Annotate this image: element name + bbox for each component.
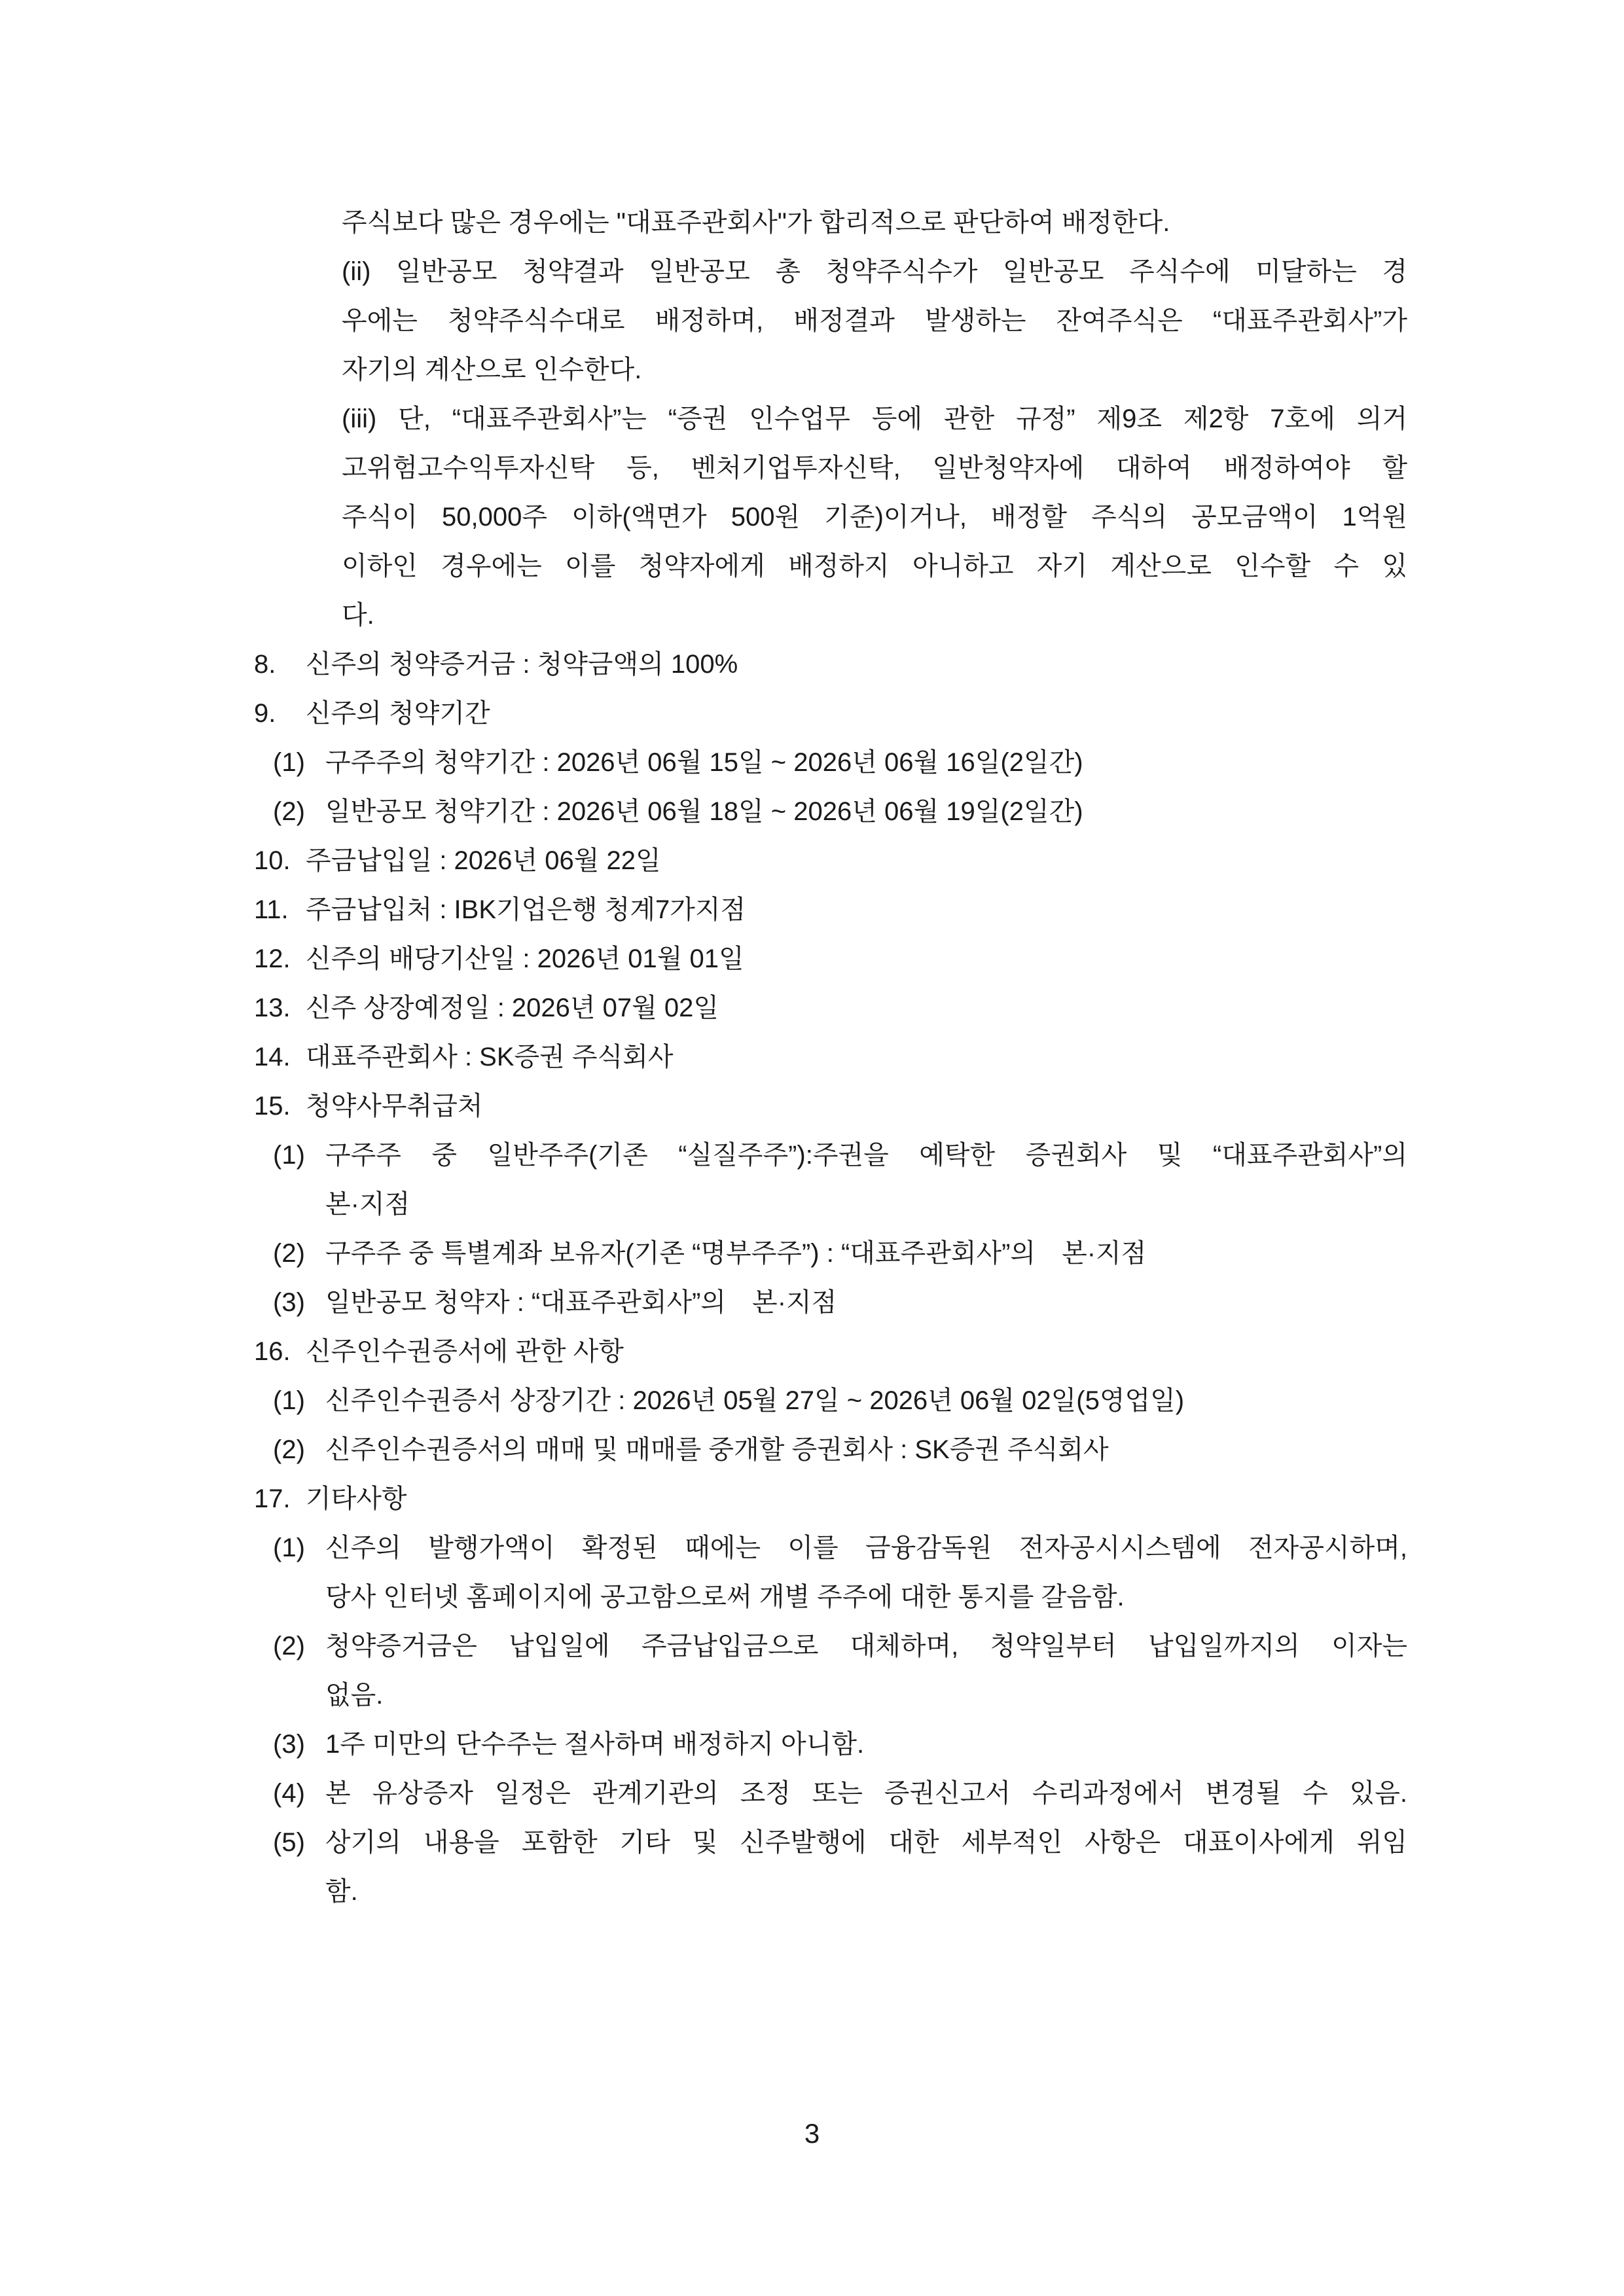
- item-content: [325, 1229, 1407, 1278]
- text-line: (ii) 일반공모 청약결과 일반공모 총 청약주식수가 일반공모 주식수에 미달하는 경: [342, 257, 1407, 286]
- list-item: [254, 1475, 1407, 1524]
- text-line: 주금납입일 : 2026년 06월 22일: [306, 846, 661, 875]
- item-content: [306, 1082, 1407, 1131]
- text-line: 일반공모 청약자 : “대표주관회사”의 본·지점: [325, 1288, 837, 1317]
- paragraph: [342, 395, 1407, 640]
- text-line: 구주주의 청약기간 : 2026년 06월 15일 ~ 2026년 06월 16일(2일간): [325, 748, 1083, 777]
- text-line: 청약사무취급처: [306, 1092, 483, 1121]
- list-item: [254, 1033, 1407, 1082]
- item-content: [325, 1376, 1407, 1426]
- text-line: 이하인 경우에는 이를 청약자에게 배정하지 아니하고 자기 계산으로 인수할 수 있: [342, 552, 1407, 581]
- text-line: 당사 인터넷 홈페이지에 공고함으로써 개별 주주에 대한 통지를 갈음함.: [325, 1583, 1125, 1611]
- text-line: 신주인수권증서의 매매 및 매매를 중개할 증권회사 : SK증권 주식회사: [325, 1435, 1109, 1464]
- item-marker: 14.: [254, 1043, 291, 1071]
- item-content: [325, 738, 1407, 787]
- text-line: 대표주관회사 : SK증권 주식회사: [306, 1043, 674, 1071]
- text-line: 주식이 50,000주 이하(액면가 500원 기준)이거나, 배정할 주식의 공모금액이 1억원: [342, 503, 1407, 531]
- item-content: [325, 1720, 1407, 1769]
- sub-list-item: [273, 1769, 1407, 1818]
- item-marker: 9.: [254, 699, 276, 728]
- sub-list-item: [273, 1229, 1407, 1278]
- text-line: (iii) 단, “대표주관회사”는 “증권 인수업무 등에 관한 규정” 제9조 제2항 7호에 의거: [342, 404, 1407, 433]
- sub-list-item: [273, 1131, 1407, 1229]
- text-line: 구주주 중 일반주주(기존 “실질주주”):주권을 예탁한 증권회사 및 “대표주관회사”의: [325, 1141, 1407, 1170]
- text-line: 고위험고수익투자신탁 등, 벤처기업투자신탁, 일반청약자에 대하여 배정하여야 할: [342, 454, 1407, 482]
- text-line: 우에는 청약주식수대로 배정하며, 배정결과 발생하는 잔여주식은 “대표주관회사”가: [342, 306, 1407, 335]
- text-line: 신주의 청약증거금 : 청약금액의 100%: [306, 650, 738, 679]
- text-line: 다.: [342, 601, 374, 630]
- sub-list-item: [273, 738, 1407, 787]
- item-content: [306, 935, 1407, 984]
- list-item: [254, 984, 1407, 1033]
- item-content: [325, 1622, 1407, 1720]
- item-content: [306, 836, 1407, 886]
- page-footer: [0, 2109, 1624, 2158]
- text-line: 신주 상장예정일 : 2026년 07월 02일: [306, 994, 719, 1022]
- page-number: 3: [804, 2118, 820, 2149]
- list-item: [254, 689, 1407, 738]
- item-content: [306, 1475, 1407, 1524]
- text-line: 신주의 청약기간: [306, 699, 490, 728]
- item-marker: 10.: [254, 846, 291, 875]
- item-marker: (2): [273, 1239, 305, 1268]
- item-content: [325, 1278, 1407, 1327]
- item-marker: 13.: [254, 994, 291, 1022]
- item-marker: (2): [273, 1632, 305, 1660]
- item-marker: (5): [273, 1828, 305, 1857]
- document-body: [0, 198, 1407, 1916]
- item-marker: (1): [273, 1534, 305, 1562]
- list-item: [254, 640, 1407, 689]
- item-content: [325, 787, 1407, 836]
- text-line: 신주의 배당기산일 : 2026년 01월 01일: [306, 944, 744, 973]
- list-item: [254, 836, 1407, 886]
- item-marker: 17.: [254, 1484, 291, 1513]
- item-content: [325, 1131, 1407, 1229]
- text-line: 본 유상증자 일정은 관계기관의 조정 또는 증권신고서 수리과정에서 변경될 수 있음.: [325, 1779, 1407, 1808]
- list-item: [254, 1082, 1407, 1131]
- item-content: [325, 1769, 1407, 1818]
- item-marker: (2): [273, 797, 305, 826]
- list-item: [254, 1327, 1407, 1376]
- item-content: [306, 640, 1407, 689]
- item-marker: 11.: [254, 895, 289, 924]
- sub-list-item: [273, 1818, 1407, 1916]
- text-line: 상기의 내용을 포함한 기타 및 신주발행에 대한 세부적인 사항은 대표이사에게 위임: [325, 1828, 1407, 1857]
- text-line: 본·지점: [325, 1190, 410, 1219]
- item-marker: (2): [273, 1435, 305, 1464]
- paragraph: [342, 247, 1407, 395]
- text-line: 1주 미만의 단수주는 절사하며 배정하지 아니함.: [325, 1730, 865, 1759]
- text-line: 함.: [325, 1877, 358, 1906]
- item-marker: 15.: [254, 1092, 291, 1121]
- item-content: [325, 1818, 1407, 1916]
- sub-list-item: [273, 1278, 1407, 1327]
- item-marker: (1): [273, 748, 305, 777]
- item-marker: 16.: [254, 1337, 291, 1366]
- text-line: 없음.: [325, 1681, 384, 1710]
- text-line: 주금납입처 : IBK기업은행 청계7가지점: [306, 895, 746, 924]
- item-content: [306, 886, 1407, 935]
- item-content: [306, 1033, 1407, 1082]
- text-line: 주식보다 많은 경우에는 "대표주관회사"가 합리적으로 판단하여 배정한다.: [342, 208, 1170, 237]
- item-marker: 12.: [254, 944, 291, 973]
- text-line: 구주주 중 특별계좌 보유자(기존 “명부주주”) : “대표주관회사”의 본·지점: [325, 1239, 1147, 1268]
- text-line: 자기의 계산으로 인수한다.: [342, 355, 642, 384]
- text-line: 신주인수권증서 상장기간 : 2026년 05월 27일 ~ 2026년 06월 02일(5영업일): [325, 1386, 1185, 1415]
- sub-list-item: [273, 1622, 1407, 1720]
- item-marker: (3): [273, 1730, 305, 1759]
- text-line: 신주인수권증서에 관한 사항: [306, 1337, 624, 1366]
- sub-list-item: [273, 1376, 1407, 1426]
- paragraph: [342, 198, 1407, 247]
- list-item: [254, 886, 1407, 935]
- list-item: [254, 935, 1407, 984]
- sub-list-item: [273, 1426, 1407, 1475]
- item-marker: 8.: [254, 650, 276, 679]
- item-content: [306, 1327, 1407, 1376]
- item-content: [325, 1426, 1407, 1475]
- item-marker: (1): [273, 1141, 305, 1170]
- item-marker: (3): [273, 1288, 305, 1317]
- item-marker: (4): [273, 1779, 305, 1808]
- item-content: [325, 1524, 1407, 1622]
- text-line: 일반공모 청약기간 : 2026년 06월 18일 ~ 2026년 06월 19일(2일간): [325, 797, 1083, 826]
- item-marker: (1): [273, 1386, 305, 1415]
- item-content: [306, 984, 1407, 1033]
- item-content: [306, 689, 1407, 738]
- text-line: 청약증거금은 납입일에 주금납입금으로 대체하며, 청약일부터 납입일까지의 이자는: [325, 1632, 1407, 1660]
- sub-list-item: [273, 787, 1407, 836]
- sub-list-item: [273, 1524, 1407, 1622]
- text-line: 기타사항: [306, 1484, 407, 1513]
- sub-list-item: [273, 1720, 1407, 1769]
- text-line: 신주의 발행가액이 확정된 때에는 이를 금융감독원 전자공시시스템에 전자공시하며,: [325, 1534, 1407, 1562]
